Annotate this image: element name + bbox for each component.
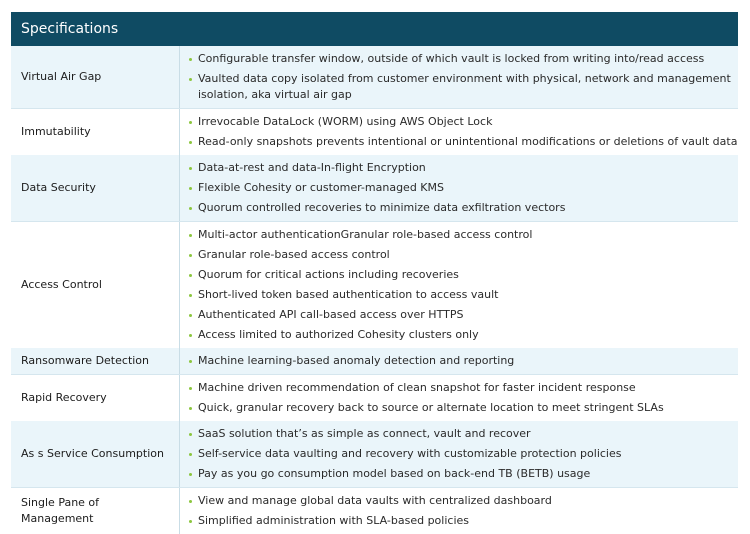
bullet-item: Read-only snapshots prevents intentional or unintentional modifications or deletions of vault data [186,132,738,152]
specifications-table [11,12,738,534]
row-label: Data Security [21,181,96,194]
row-items [179,421,738,487]
row-label: As s Service Consumption [21,447,164,460]
bullet-item: Granular role-based access control [186,245,738,265]
row-items [179,488,738,534]
spec-row-virtual-air-gap [11,46,738,108]
row-items [179,222,738,348]
bullet-item: Access limited to authorized Cohesity clusters only [186,325,738,345]
bullet-item: Self-service data vaulting and recovery with customizable protection policies [186,444,738,464]
row-label: Single Pane of Management [21,496,100,525]
spec-row-data-security [11,155,738,221]
row-items [179,375,738,421]
bullet-item: Short-lived token based authentication to access vault [186,285,738,305]
bullet-item: Data-at-rest and data-In-flight Encryption [186,158,738,178]
bullet-item: SaaS solution that’s as simple as connect, vault and recover [186,424,738,444]
bullet-item: Configurable transfer window, outside of which vault is locked from writing into/read access [186,49,738,69]
spec-row-immutability [11,108,738,155]
row-label: Virtual Air Gap [21,70,102,83]
row-items [179,155,738,221]
bullet-item: Irrevocable DataLock (WORM) using AWS Object Lock [186,112,738,132]
table-header: Specifications [11,12,738,46]
bullet-item: Machine learning-based anomaly detection and reporting [186,351,738,371]
bullet-item: Multi-actor authenticationGranular role-based access control [186,225,738,245]
spec-row-rapid-recovery [11,374,738,421]
bullet-item: Flexible Cohesity or customer-managed KMS [186,178,738,198]
row-label: Ransomware Detection [21,354,150,367]
bullet-item: View and manage global data vaults with centralized dashboard [186,491,738,511]
row-label: Immutability [21,125,91,138]
bullet-item: Quick, granular recovery back to source or alternate location to meet stringent SLAs [186,398,738,418]
spec-row-single-pane [11,487,738,534]
row-label: Rapid Recovery [21,391,107,404]
bullet-item: Quorum controlled recoveries to minimize data exfiltration vectors [186,198,738,218]
bullet-item: Simplified administration with SLA-based policies [186,511,738,531]
row-label: Access Control [21,278,102,291]
spec-row-ransomware-detection [11,348,738,374]
bullet-item: Quorum for critical actions including recoveries [186,265,738,285]
row-items [179,348,738,374]
bullet-item: Pay as you go consumption model based on back-end TB (BETB) usage [186,464,738,484]
bullet-item: Authenticated API call-based access over HTTPS [186,305,738,325]
row-items [179,46,738,108]
row-items [179,109,738,155]
spec-row-access-control [11,221,738,348]
spec-row-service-consumption [11,421,738,487]
bullet-item: Vaulted data copy isolated from customer environment with physical, network and management isolation, aka virtual air gap [186,69,738,105]
bullet-item: Machine driven recommendation of clean snapshot for faster incident response [186,378,738,398]
